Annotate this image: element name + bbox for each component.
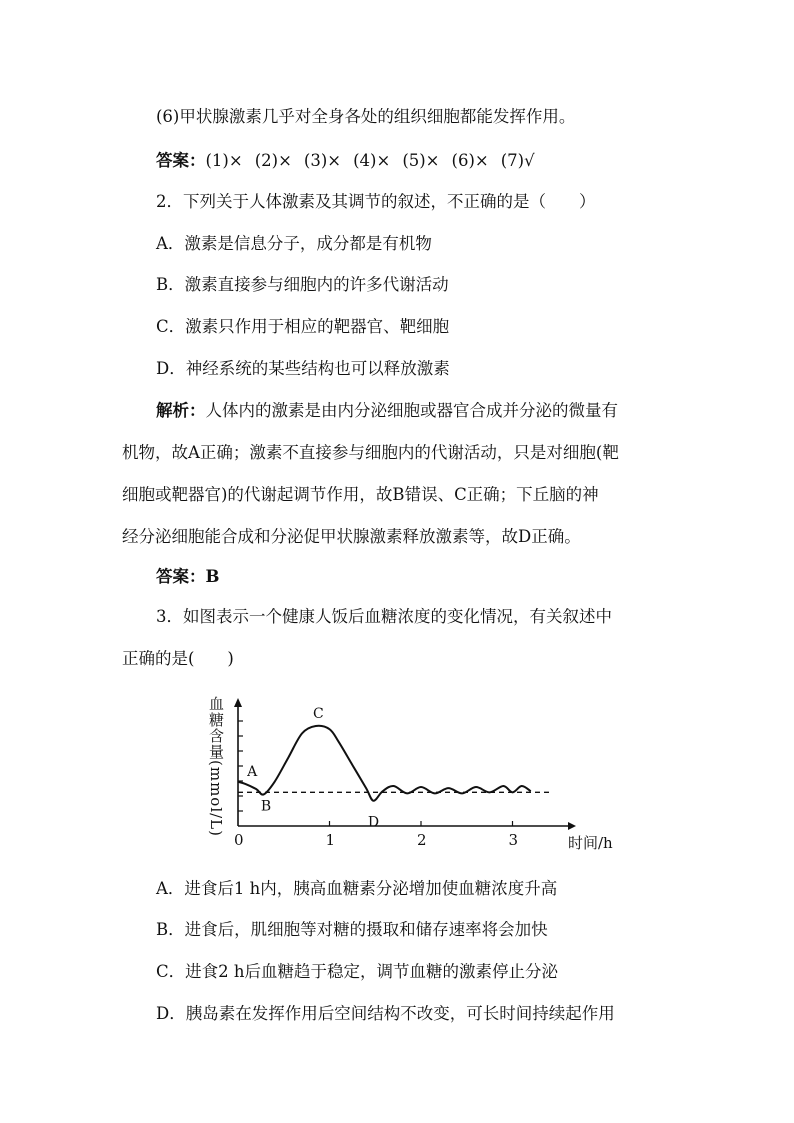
q2-stem: 2．下列关于人体激素及其调节的叙述，不正确的是（ ） — [156, 192, 596, 211]
answer-7: (7)√ — [500, 151, 535, 170]
q2-analysis-line-3: 细胞或靶器官)的代谢起调节作用，故B错误、C正确；下丘脑的神 — [122, 485, 599, 504]
chart-point-labels — [246, 706, 379, 831]
q3-option-a: A．进食后1 h内，胰高血糖素分泌增加使血糖浓度升高 — [156, 879, 558, 898]
x-tick-label: 3 — [508, 831, 519, 849]
answer-4: (4)× — [353, 151, 391, 170]
x-tick-label: 0 — [234, 831, 244, 849]
analysis-text-1: 人体内的激素是由内分泌细胞或器官合成并分泌的微量有 — [205, 401, 618, 420]
x-tick-label: 1 — [325, 831, 336, 849]
q3-stem-line-2: 正确的是( ) — [122, 649, 234, 668]
q3-option-b: B．进食后，肌细胞等对糖的摄取和储存速率将会加快 — [156, 920, 548, 939]
q2-analysis-line-1 — [156, 400, 618, 422]
x-tick-label: 2 — [417, 831, 427, 849]
y-axis-arrow — [234, 698, 242, 707]
q3-option-d: D．胰岛素在发挥作用后空间结构不改变，可长时间持续起作用 — [156, 1004, 615, 1023]
answer-6: (6)× — [451, 151, 489, 170]
point-label-a: A — [247, 763, 258, 780]
q2-option-d: D．神经系统的某些结构也可以释放激素 — [156, 359, 450, 378]
glucose-curve — [238, 726, 531, 801]
q3-option-c: C．进食2 h后血糖趋于稳定，调节血糖的激素停止分泌 — [156, 962, 558, 981]
q1-answer-line — [156, 150, 547, 172]
answer-3: (3)× — [303, 151, 342, 170]
answer-2: (2)× — [254, 151, 292, 170]
point-label-c: C — [313, 706, 324, 722]
q2-answer: 答案：B — [156, 567, 220, 586]
q2-option-a: A．激素是信息分子，成分都是有机物 — [156, 234, 432, 253]
q2-option-b: B．激素直接参与细胞内的许多代谢活动 — [156, 275, 449, 294]
blood-glucose-chart — [200, 686, 630, 856]
answer-label: 答案： — [156, 151, 206, 170]
answer-1: (1)× — [205, 151, 243, 170]
q2-option-c: C．激素只作用于相应的靶器官、靶细胞 — [156, 317, 450, 336]
x-axis-arrow — [568, 822, 576, 830]
point-label-b: B — [260, 798, 272, 815]
x-axis-label: 时间/h — [568, 834, 613, 852]
point-label-d: D — [367, 814, 380, 831]
y-axis-label: 血糖含量(mmol/L) — [207, 696, 225, 837]
answer-5: (5)× — [402, 151, 440, 170]
q2-analysis-line-2: 机物，故A正确；激素不直接参与细胞内的代谢活动，只是对细胞(靶 — [122, 443, 619, 462]
q1-item6: (6)甲状腺激素几乎对全身各处的组织细胞都能发挥作用。 — [156, 107, 576, 126]
analysis-label: 解析： — [156, 401, 206, 420]
q3-stem-line-1: 3．如图表示一个健康人饭后血糖浓度的变化情况，有关叙述中 — [156, 607, 612, 626]
q2-analysis-line-4: 经分泌细胞能合成和分泌促甲状腺激素释放激素等，故D正确。 — [122, 527, 581, 546]
